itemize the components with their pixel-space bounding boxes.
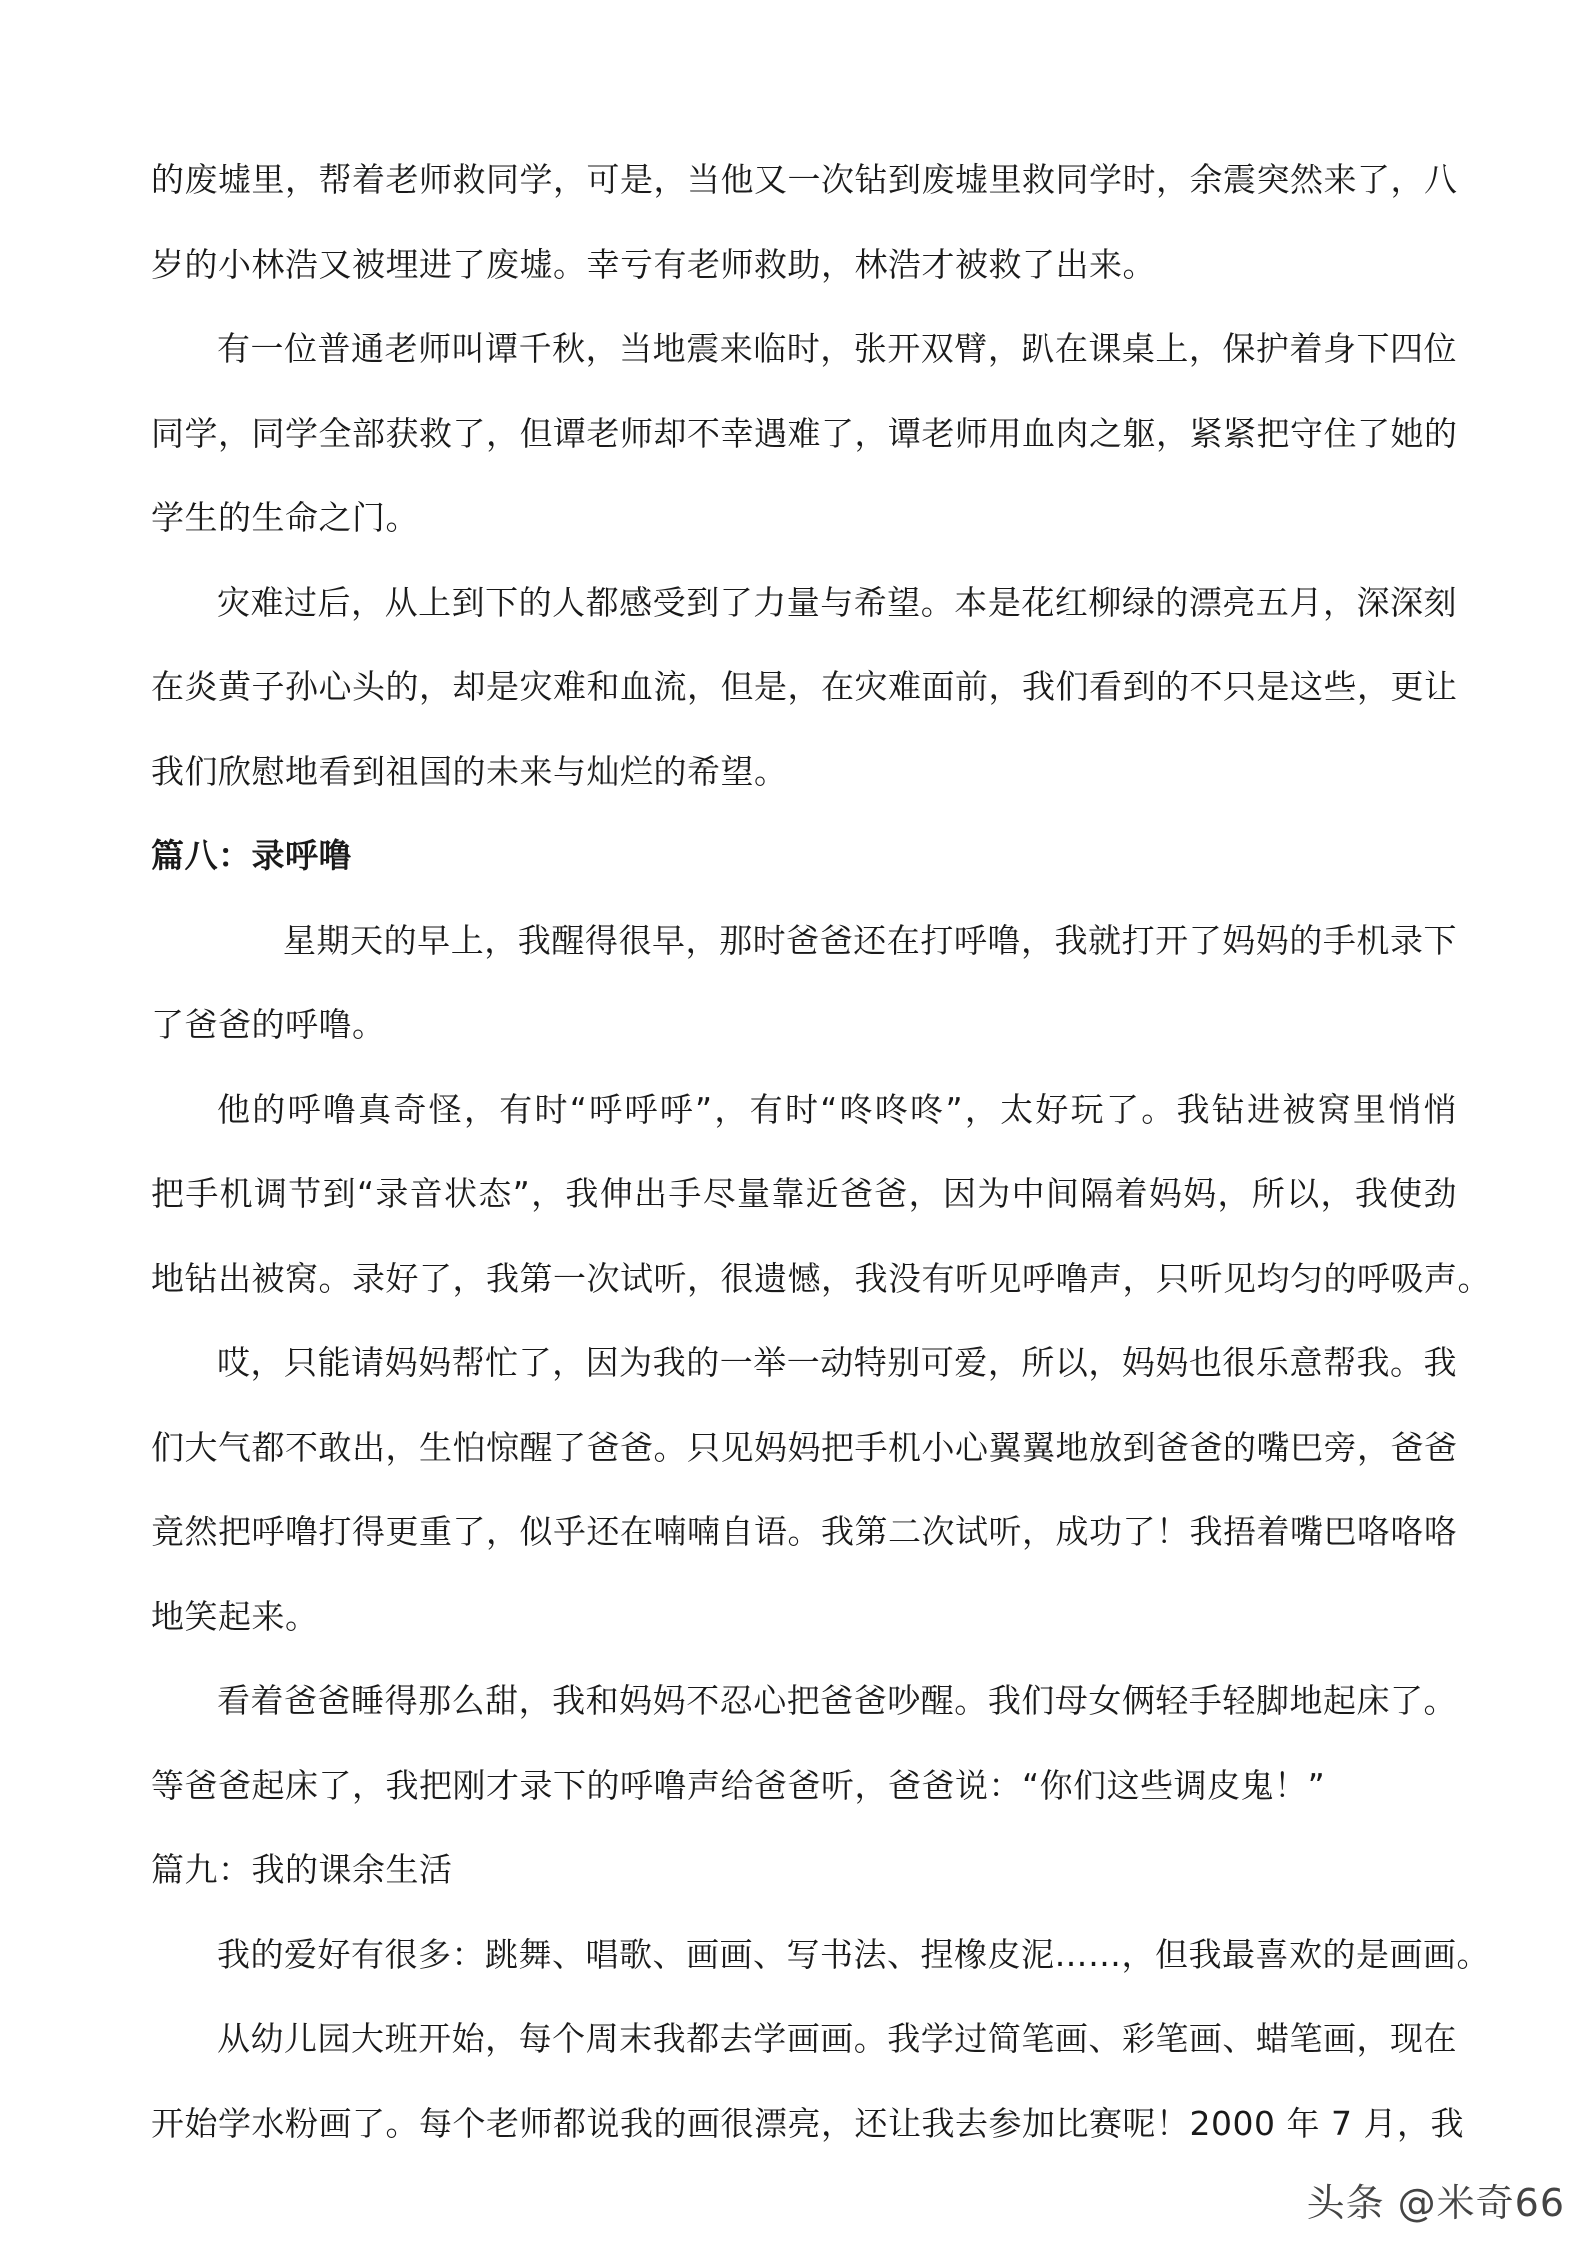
- text-line: 星期天的早上，我醒得很早，那时爸爸还在打呼噜，我就打开了妈妈的手机录下: [283, 920, 1457, 960]
- document-body: [151, 160, 1491, 2190]
- text-line: 竟然把呼噜打得更重了，似乎还在喃喃自语。我第二次试听，成功了！我捂着嘴巴咯咯咯: [151, 1512, 1458, 1551]
- text-line: 开始学水粉画了。每个老师都说我的画很漂亮，还让我去参加比赛呢！2000 年 7 月，我: [151, 2103, 1464, 2143]
- text-line: 他的呼噜真奇怪，有时“呼呼呼”，有时“咚咚咚”，太好玩了。我钻进被窝里悄悄: [217, 1089, 1457, 1129]
- text-line: 从幼儿园大班开始，每个周末我都去学画画。我学过简笔画、彩笔画、蜡笔画，现在: [217, 2019, 1457, 2058]
- text-line: 地钻出被窝。录好了，我第一次试听，很遗憾，我没有听见呼噜声，只听见均匀的呼吸声。: [151, 1258, 1491, 1298]
- text-line: 的废墟里，帮着老师救同学，可是，当他又一次钻到废墟里救同学时，余震突然来了，八: [151, 160, 1458, 199]
- text-line: 我们欣慰地看到祖国的未来与灿烂的希望。: [151, 751, 788, 791]
- section-heading: 篇八：录呼噜: [151, 836, 352, 875]
- text-line: 把手机调节到“录音状态”，我伸出手尽量靠近爸爸，因为中间隔着妈妈，所以，我使劲: [151, 1174, 1457, 1213]
- text-line: 们大气都不敢出，生怕惊醒了爸爸。只见妈妈把手机小心翼翼地放到爸爸的嘴巴旁，爸爸: [151, 1427, 1458, 1467]
- text-line: 学生的生命之门。: [151, 498, 419, 537]
- section-heading: 篇九：我的课余生活: [151, 1850, 453, 1889]
- text-line: 在炎黄子孙心头的，却是灾难和血流，但是，在灾难面前，我们看到的不只是这些，更让: [151, 667, 1458, 706]
- text-line: 岁的小林浩又被埋进了废墟。幸亏有老师救助，林浩才被救了出来。: [151, 244, 1156, 284]
- text-line: 看着爸爸睡得那么甜，我和妈妈不忍心把爸爸吵醒。我们母女俩轻手轻脚地起床了。: [217, 1681, 1457, 1720]
- text-line: 灾难过后，从上到下的人都感受到了力量与希望。本是花红柳绿的漂亮五月，深深刻: [217, 582, 1457, 622]
- text-line: 哎，只能请妈妈帮忙了，因为我的一举一动特别可爱，所以，妈妈也很乐意帮我。我: [217, 1343, 1457, 1382]
- watermark: 头条 @米奇66: [1306, 2181, 1565, 2225]
- text-line: 同学，同学全部获救了，但谭老师却不幸遇难了，谭老师用血肉之躯，紧紧把守住了她的: [151, 413, 1458, 453]
- text-line: 地笑起来。: [151, 1596, 319, 1636]
- text-line: 了爸爸的呼噜。: [151, 1005, 386, 1044]
- text-line: 我的爱好有很多：跳舞、唱歌、画画、写书法、捏橡皮泥……，但我最喜欢的是画画。: [217, 1934, 1490, 1974]
- text-line: 有一位普通老师叫谭千秋，当地震来临时，张开双臂，趴在课桌上，保护着身下四位: [217, 329, 1457, 368]
- text-line: 等爸爸起床了，我把刚才录下的呼噜声给爸爸听，爸爸说：“你们这些调皮鬼！”: [151, 1765, 1326, 1805]
